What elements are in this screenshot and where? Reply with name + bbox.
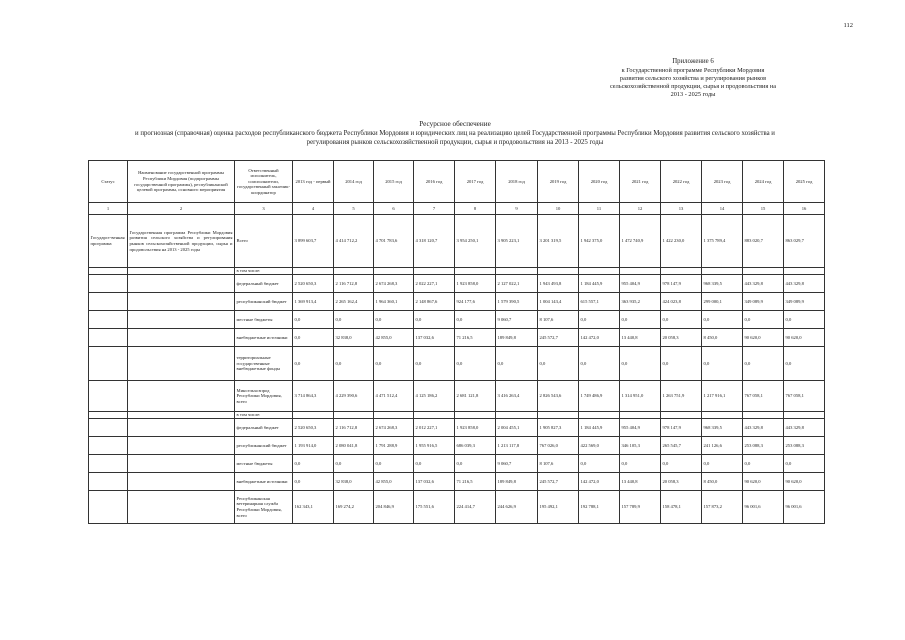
value-cell: 4 701 783,6	[374, 215, 414, 268]
column-number: 3	[235, 203, 293, 215]
page-number: 112	[843, 22, 853, 29]
column-number: 11	[579, 203, 620, 215]
header-status: Статус	[89, 161, 128, 203]
header-year: 2018 год	[496, 161, 538, 203]
empty-cell	[784, 268, 825, 275]
value-cell: 0,0	[374, 455, 414, 473]
including-label: в том числе:	[235, 412, 293, 419]
table-row	[89, 473, 825, 491]
value-cell: 3 416 263,4	[496, 381, 538, 412]
value-cell: 2 116 712,8	[334, 419, 374, 437]
source-label: территориальные государственные внебюджетные фонды	[235, 347, 293, 381]
value-cell: 0,0	[702, 347, 743, 381]
value-cell: 0,0	[334, 311, 374, 329]
empty-cell	[334, 268, 374, 275]
appendix-line: сельскохозяйственной продукции, сырья и продовольствия на	[609, 83, 777, 90]
empty-cell	[89, 473, 128, 491]
empty-cell	[579, 412, 620, 419]
value-cell: 0,0	[334, 347, 374, 381]
header-row	[89, 161, 825, 203]
empty-cell	[496, 412, 538, 419]
value-cell: 2 674 268,3	[374, 419, 414, 437]
empty-cell	[702, 412, 743, 419]
resource-table	[88, 160, 825, 524]
value-cell: 1 955 916,5	[414, 437, 455, 455]
value-cell: 0,0	[620, 311, 661, 329]
value-cell: 767 058,1	[784, 381, 825, 412]
value-cell: 443 329,8	[743, 275, 784, 293]
value-cell: 32 838,0	[334, 473, 374, 491]
column-number: 5	[334, 203, 374, 215]
table-row	[89, 412, 825, 419]
value-cell: 96 001,6	[784, 491, 825, 524]
header-year: 2023 год	[702, 161, 743, 203]
column-number: 16	[784, 203, 825, 215]
empty-cell	[620, 268, 661, 275]
value-cell: 245 572,7	[538, 329, 579, 347]
source-label: внебюджетные источники	[235, 473, 293, 491]
header-year: 2014 год	[334, 161, 374, 203]
value-cell: 1 943 493,8	[538, 275, 579, 293]
value-cell: 863 029,7	[784, 215, 825, 268]
value-cell: 2 012 227,1	[414, 419, 455, 437]
value-cell: 20 058,3	[661, 473, 702, 491]
value-cell: 90 620,0	[743, 329, 784, 347]
value-cell: 3 905 223,1	[496, 215, 538, 268]
header-year: 2015 год	[374, 161, 414, 203]
header-year: 2024 год	[743, 161, 784, 203]
empty-cell	[538, 412, 579, 419]
value-cell: 1 004 143,4	[538, 293, 579, 311]
value-cell: 955 404,9	[620, 275, 661, 293]
value-cell: 4 414 712,2	[334, 215, 374, 268]
empty-cell	[89, 275, 128, 293]
empty-cell	[128, 412, 235, 419]
value-cell: 42 855,0	[374, 473, 414, 491]
value-cell: 686 039,3	[455, 437, 496, 455]
value-cell: 169 274,2	[334, 491, 374, 524]
appendix-line: 2013 - 2025 годы	[670, 91, 716, 98]
value-cell: 2 127 022,1	[496, 275, 538, 293]
value-cell: 90 620,0	[784, 473, 825, 491]
source-label: местные бюджеты	[235, 455, 293, 473]
empty-cell	[89, 381, 128, 412]
value-cell: 0,0	[784, 311, 825, 329]
value-cell: 1 193 914,0	[293, 437, 334, 455]
table-row	[89, 347, 825, 381]
table-row	[89, 311, 825, 329]
column-number: 13	[661, 203, 702, 215]
header-name: Наименование государственной программы Республики Мордовия (подпрограммы государственной программы), республиканской целевой программы, основного мероприятия	[128, 161, 235, 203]
table-row	[89, 381, 825, 412]
value-cell: 422 569,0	[579, 437, 620, 455]
value-cell: 244 626,9	[496, 491, 538, 524]
value-cell: 0,0	[579, 311, 620, 329]
value-cell: 4 318 120,7	[414, 215, 455, 268]
value-cell: 3 954 250,1	[455, 215, 496, 268]
value-cell: 1 422 230,0	[661, 215, 702, 268]
value-cell: 71 216,5	[455, 473, 496, 491]
value-cell: 96 001,6	[743, 491, 784, 524]
value-cell: 157 873,2	[702, 491, 743, 524]
value-cell: 0,0	[538, 347, 579, 381]
empty-cell	[128, 437, 235, 455]
value-cell: 32 838,0	[334, 329, 374, 347]
empty-cell	[89, 491, 128, 524]
value-cell: 883 020,7	[743, 215, 784, 268]
empty-cell	[89, 268, 128, 275]
table-row	[89, 329, 825, 347]
source-label: федеральный бюджет	[235, 275, 293, 293]
column-number: 9	[496, 203, 538, 215]
value-cell: 0,0	[455, 347, 496, 381]
header-year: 2016 год	[414, 161, 455, 203]
empty-cell	[128, 293, 235, 311]
value-cell: 9 060,7	[496, 455, 538, 473]
appendix-line: к Государственной программе Республики Мордовия	[621, 67, 765, 74]
value-cell: 1 749 486,9	[579, 381, 620, 412]
value-cell: 0,0	[743, 311, 784, 329]
value-cell: 3 899 603,7	[293, 215, 334, 268]
value-cell: 158 478,1	[661, 491, 702, 524]
value-cell: 0,0	[293, 455, 334, 473]
value-cell: 265 545,7	[661, 437, 702, 455]
empty-cell	[89, 293, 128, 311]
empty-cell	[89, 437, 128, 455]
header-year: 2025 год	[784, 161, 825, 203]
value-cell: 615 557,1	[579, 293, 620, 311]
value-cell: 1 964 360,1	[374, 293, 414, 311]
empty-cell	[89, 347, 128, 381]
value-cell: 1 923 858,0	[455, 275, 496, 293]
value-cell: 0,0	[743, 455, 784, 473]
value-cell: 955 404,9	[620, 419, 661, 437]
value-cell: 299 000,1	[702, 293, 743, 311]
value-cell: 4 229 390,6	[334, 381, 374, 412]
value-cell: 1 217 916,1	[702, 381, 743, 412]
value-cell: 0,0	[579, 455, 620, 473]
value-cell: 0,0	[374, 311, 414, 329]
responsible-cell: Всего	[235, 215, 293, 268]
value-cell: 443 329,8	[784, 419, 825, 437]
value-cell: 13 440,8	[620, 473, 661, 491]
value-cell: 20 058,3	[661, 329, 702, 347]
empty-cell	[414, 412, 455, 419]
value-cell: 1 314 951,0	[620, 381, 661, 412]
value-cell: 0,0	[784, 455, 825, 473]
column-number: 2	[128, 203, 235, 215]
document-subtitle: и прогнозная (справочная) оценка расходов республиканского бюджета Республики Мордовия и юридических лиц на реализацию целей Государственной программы Республики Мордовия развития сельского хозяйства и	[135, 130, 775, 137]
value-cell: 1 791 288,9	[374, 437, 414, 455]
empty-cell	[455, 412, 496, 419]
empty-cell	[293, 268, 334, 275]
value-cell: 90 620,0	[784, 329, 825, 347]
value-cell: 8 107,6	[538, 311, 579, 329]
value-cell: 157 789,9	[620, 491, 661, 524]
empty-cell	[89, 311, 128, 329]
value-cell: 0,0	[661, 455, 702, 473]
empty-cell	[89, 412, 128, 419]
value-cell: 0,0	[414, 455, 455, 473]
value-cell: 0,0	[620, 347, 661, 381]
value-cell: 245 572,7	[538, 473, 579, 491]
empty-cell	[784, 412, 825, 419]
value-cell: 2 826 543,6	[538, 381, 579, 412]
value-cell: 2 022 227,1	[414, 275, 455, 293]
header-year: 2022 год	[661, 161, 702, 203]
appendix-header	[563, 58, 823, 99]
empty-cell	[128, 311, 235, 329]
value-cell: 0,0	[293, 311, 334, 329]
header-year: 2021 год	[620, 161, 661, 203]
value-cell: 0,0	[620, 455, 661, 473]
value-cell: 3 201 319,5	[538, 215, 579, 268]
empty-cell	[414, 268, 455, 275]
table-row	[89, 455, 825, 473]
empty-cell	[620, 412, 661, 419]
value-cell: 767 026,0	[538, 437, 579, 455]
empty-cell	[89, 455, 128, 473]
value-cell: 253 088,3	[784, 437, 825, 455]
empty-cell	[293, 412, 334, 419]
source-label: внебюджетные источники	[235, 329, 293, 347]
value-cell: 2 116 712,8	[334, 275, 374, 293]
empty-cell	[128, 268, 235, 275]
value-cell: 195 492,1	[538, 491, 579, 524]
source-label: федеральный бюджет	[235, 419, 293, 437]
value-cell: 71 216,5	[455, 329, 496, 347]
value-cell: 1 184 445,9	[579, 275, 620, 293]
table-row	[89, 215, 825, 268]
document-subtitle: регулирования рынков сельскохозяйственной продукции, сырья и продовольствия на 2013 - 2025 годы	[306, 139, 604, 146]
value-cell: 443 329,8	[784, 275, 825, 293]
column-number-row	[89, 203, 825, 215]
table-body	[89, 203, 825, 524]
column-number: 4	[293, 203, 334, 215]
value-cell: 2 681 121,8	[455, 381, 496, 412]
document-title: Ресурсное обеспечение	[419, 120, 491, 128]
header-year: 2020 год	[579, 161, 620, 203]
value-cell: 924 177,6	[455, 293, 496, 311]
empty-cell	[538, 268, 579, 275]
column-number: 8	[455, 203, 496, 215]
value-cell: 189 849,8	[496, 473, 538, 491]
value-cell: 0,0	[293, 473, 334, 491]
empty-cell	[743, 412, 784, 419]
table-row	[89, 275, 825, 293]
value-cell: 4 125 186,2	[414, 381, 455, 412]
value-cell: 162 343,1	[293, 491, 334, 524]
value-cell: 8 450,0	[702, 473, 743, 491]
value-cell: 189 849,8	[496, 329, 538, 347]
value-cell: 0,0	[374, 347, 414, 381]
value-cell: 0,0	[702, 311, 743, 329]
value-cell: 175 551,6	[414, 491, 455, 524]
status-cell: Государст-венная программа	[89, 215, 128, 268]
value-cell: 424 023,8	[661, 293, 702, 311]
source-label: Республиканская ветеринарная служба Республики Мордовия, всего	[235, 491, 293, 524]
value-cell: 978 147,9	[661, 419, 702, 437]
value-cell: 0,0	[702, 455, 743, 473]
value-cell: 192 788,1	[579, 491, 620, 524]
value-cell: 1 375 789,4	[702, 215, 743, 268]
value-cell: 253 088,3	[743, 437, 784, 455]
empty-cell	[334, 412, 374, 419]
value-cell: 8 450,0	[702, 329, 743, 347]
value-cell: 349 089,9	[784, 293, 825, 311]
empty-cell	[496, 268, 538, 275]
empty-cell	[89, 329, 128, 347]
value-cell: 137 032,6	[414, 329, 455, 347]
empty-cell	[89, 419, 128, 437]
empty-cell	[128, 455, 235, 473]
value-cell: 3 714 864,3	[293, 381, 334, 412]
header-year: 2019 год	[538, 161, 579, 203]
value-cell: 0,0	[293, 347, 334, 381]
column-number: 12	[620, 203, 661, 215]
source-label: республиканский бюджет	[235, 437, 293, 455]
empty-cell	[661, 412, 702, 419]
value-cell: 0,0	[334, 455, 374, 473]
value-cell: 2 520 650,3	[293, 419, 334, 437]
empty-cell	[128, 275, 235, 293]
empty-cell	[374, 412, 414, 419]
header-year: 2017 год	[455, 161, 496, 203]
table-row	[89, 293, 825, 311]
program-name-cell: Государственная программа Республики Мордовия развития сельского хозяйства и регулирования рынков сельскохозяйственной продукции, сырья и продовольствия на 2013 - 2025 годы	[128, 215, 235, 268]
value-cell: 0,0	[661, 347, 702, 381]
column-number: 14	[702, 203, 743, 215]
empty-cell	[374, 268, 414, 275]
value-cell: 363 935,2	[620, 293, 661, 311]
value-cell: 42 855,0	[374, 329, 414, 347]
value-cell: 968 339,5	[702, 275, 743, 293]
table-row	[89, 268, 825, 275]
appendix-title: Приложение 6	[672, 58, 714, 65]
value-cell: 2 265 162,4	[334, 293, 374, 311]
value-cell: 13 440,8	[620, 329, 661, 347]
value-cell: 2 148 867,6	[414, 293, 455, 311]
value-cell: 0,0	[414, 311, 455, 329]
value-cell: 2 004 455,1	[496, 419, 538, 437]
including-label: в том числе:	[235, 268, 293, 275]
value-cell: 90 620,0	[743, 473, 784, 491]
value-cell: 443 329,8	[743, 419, 784, 437]
value-cell: 2 674 268,3	[374, 275, 414, 293]
table-row	[89, 491, 825, 524]
value-cell: 0,0	[743, 347, 784, 381]
value-cell: 978 147,9	[661, 275, 702, 293]
value-cell: 1 213 117,8	[496, 437, 538, 455]
value-cell: 1 905 827,3	[538, 419, 579, 437]
empty-cell	[128, 381, 235, 412]
header-year: 2013 год - первый	[293, 161, 334, 203]
table-row	[89, 437, 825, 455]
header-responsible: Ответственный исполнитель, соисполнители, государственный заказчик-координатор	[235, 161, 293, 203]
value-cell: 0,0	[661, 311, 702, 329]
column-number: 1	[89, 203, 128, 215]
table-row	[89, 419, 825, 437]
value-cell: 1 923 858,0	[455, 419, 496, 437]
value-cell: 0,0	[579, 347, 620, 381]
empty-cell	[661, 268, 702, 275]
column-number: 6	[374, 203, 414, 215]
value-cell: 4 471 512,4	[374, 381, 414, 412]
value-cell: 0,0	[784, 347, 825, 381]
source-label: Минсельхозпрод Республики Мордовия, всего	[235, 381, 293, 412]
value-cell: 1 369 913,4	[293, 293, 334, 311]
source-label: республиканский бюджет	[235, 293, 293, 311]
value-cell: 346 105,3	[620, 437, 661, 455]
empty-cell	[743, 268, 784, 275]
column-number: 7	[414, 203, 455, 215]
value-cell: 2 080 041,8	[334, 437, 374, 455]
empty-cell	[455, 268, 496, 275]
value-cell: 0,0	[496, 347, 538, 381]
value-cell: 0,0	[455, 311, 496, 329]
empty-cell	[128, 419, 235, 437]
value-cell: 2 520 650,3	[293, 275, 334, 293]
value-cell: 142 472,0	[579, 329, 620, 347]
value-cell: 1 184 445,9	[579, 419, 620, 437]
value-cell: 9 060,7	[496, 311, 538, 329]
empty-cell	[128, 491, 235, 524]
value-cell: 349 089,9	[743, 293, 784, 311]
value-cell: 8 107,6	[538, 455, 579, 473]
value-cell: 0,0	[455, 455, 496, 473]
empty-cell	[702, 268, 743, 275]
value-cell: 224 414,7	[455, 491, 496, 524]
value-cell: 1 263 751,9	[661, 381, 702, 412]
empty-cell	[128, 329, 235, 347]
value-cell: 767 058,1	[743, 381, 784, 412]
value-cell: 1 942 375,0	[579, 215, 620, 268]
value-cell: 0,0	[293, 329, 334, 347]
document-heading	[90, 120, 820, 147]
value-cell: 0,0	[414, 347, 455, 381]
value-cell: 142 472,0	[579, 473, 620, 491]
source-label: местные бюджеты	[235, 311, 293, 329]
value-cell: 968 339,5	[702, 419, 743, 437]
value-cell: 1 472 740,9	[620, 215, 661, 268]
empty-cell	[579, 268, 620, 275]
column-number: 15	[743, 203, 784, 215]
value-cell: 204 846,9	[374, 491, 414, 524]
value-cell: 241 126,6	[702, 437, 743, 455]
column-number: 10	[538, 203, 579, 215]
value-cell: 1 579 390,5	[496, 293, 538, 311]
appendix-line: развития сельского хозяйства и регулирования рынков	[619, 75, 767, 82]
empty-cell	[128, 473, 235, 491]
value-cell: 137 032,6	[414, 473, 455, 491]
empty-cell	[128, 347, 235, 381]
